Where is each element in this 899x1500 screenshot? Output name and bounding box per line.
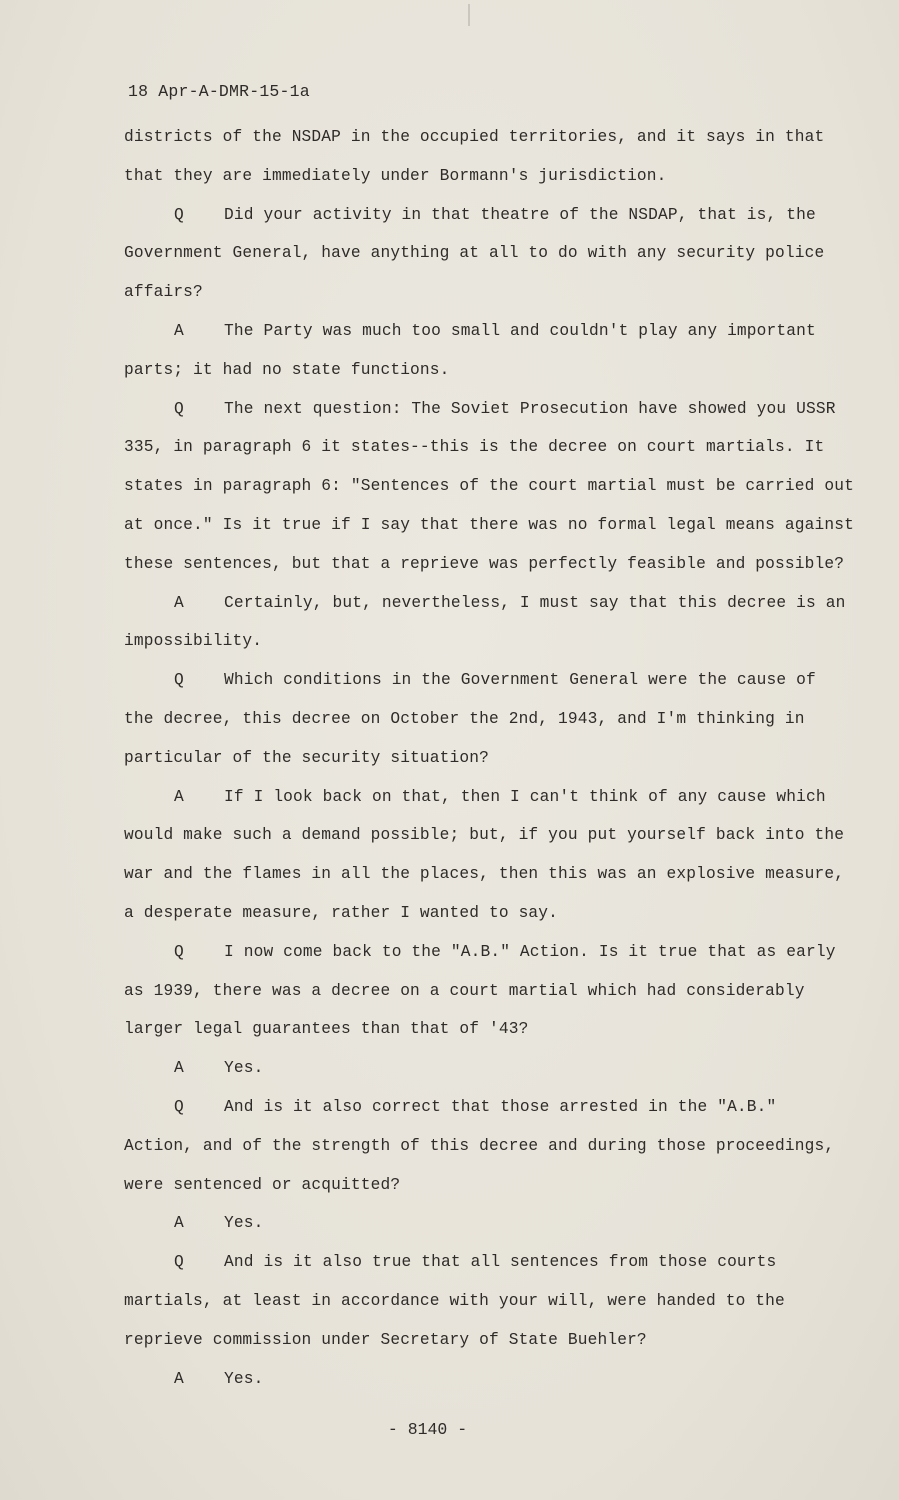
exchange-paragraph xyxy=(124,1360,854,1399)
opening-paragraph: districts of the NSDAP in the occupied territories, and it says in that that they are immediately under Bormann's jurisdiction. xyxy=(124,128,825,185)
speaker-label: A xyxy=(174,1059,184,1078)
speaker-label: A xyxy=(174,787,184,806)
exchange-text: And is it also true that all sentences from those courts martials, at least in accordance with your will, were handed to the reprieve commission under Secretary of State Buehler? xyxy=(124,1253,785,1349)
speaker-label: Q xyxy=(174,399,184,418)
exchange-text: Did your activity in that theatre of the NSDAP, that is, the Government General, have anything at all to do with any security police affairs? xyxy=(124,205,825,302)
speaker-label: A xyxy=(174,1369,184,1388)
exchange-text: Which conditions in the Government General were the cause of the decree, this decree on October the 2nd, 1943, and I'm thinking in particular of the security situation? xyxy=(124,671,816,767)
exchange-paragraph xyxy=(124,196,854,312)
transcript-body xyxy=(124,118,854,1398)
exchange-text: And is it also correct that those arrested in the "A.B." Action, and of the strength of this decree and during those proceedings, were sentenced or acquitted? xyxy=(124,1097,835,1194)
speaker-label: A xyxy=(174,593,184,612)
exchange-paragraph xyxy=(124,1049,854,1088)
exchange-text: I now come back to the "A.B." Action. Is it true that as early as 1939, there was a decree on a court martial which had considerably larger legal guarantees than that of '43? xyxy=(124,942,836,1039)
punch-mark xyxy=(468,4,470,26)
exchange-text: Yes. xyxy=(224,1214,264,1233)
page-number: - 8140 - xyxy=(387,1420,468,1439)
speaker-label: Q xyxy=(174,942,184,961)
exchange-paragraph xyxy=(124,933,854,1049)
exchange-text: Certainly, but, nevertheless, I must say that this decree is an impossibility. xyxy=(124,593,846,651)
speaker-label: Q xyxy=(174,1097,184,1116)
exchange-text: The next question: The Soviet Prosecution have showed you USSR 335, in paragraph 6 it states--this is the decree on court martials. It states in paragraph 6: "Sentences of the court martial must be carried out at once." Is it true if I say that there was no formal legal means against these sentences, but that a reprieve was perfectly feasible and possible? xyxy=(124,399,854,573)
document-id: 18 Apr-A-DMR-15-1a xyxy=(128,82,310,101)
exchange-text: Yes. xyxy=(224,1369,264,1388)
exchange-paragraph xyxy=(124,584,854,662)
speaker-label: A xyxy=(174,1214,184,1233)
speaker-label: Q xyxy=(174,205,184,224)
exchange-text: If I look back on that, then I can't think of any cause which would make such a demand possible; but, if you put yourself back into the war and the flames in all the places, then this was an explosive measure, a desperate measure, rather I wanted to say. xyxy=(124,787,845,922)
speaker-label: A xyxy=(174,321,184,340)
exchange-paragraph xyxy=(124,661,854,777)
exchange-paragraph xyxy=(124,312,854,390)
exchange-paragraph xyxy=(124,390,854,584)
speaker-label: Q xyxy=(174,1253,184,1272)
speaker-label: Q xyxy=(174,671,184,690)
exchange-paragraph xyxy=(124,1088,854,1204)
exchange-paragraph xyxy=(124,778,854,933)
exchange-paragraph xyxy=(124,1243,854,1359)
exchange-text: The Party was much too small and couldn't play any important parts; it had no state functions. xyxy=(124,321,816,379)
exchange-paragraph xyxy=(124,1204,854,1243)
exchange-text: Yes. xyxy=(224,1059,264,1078)
